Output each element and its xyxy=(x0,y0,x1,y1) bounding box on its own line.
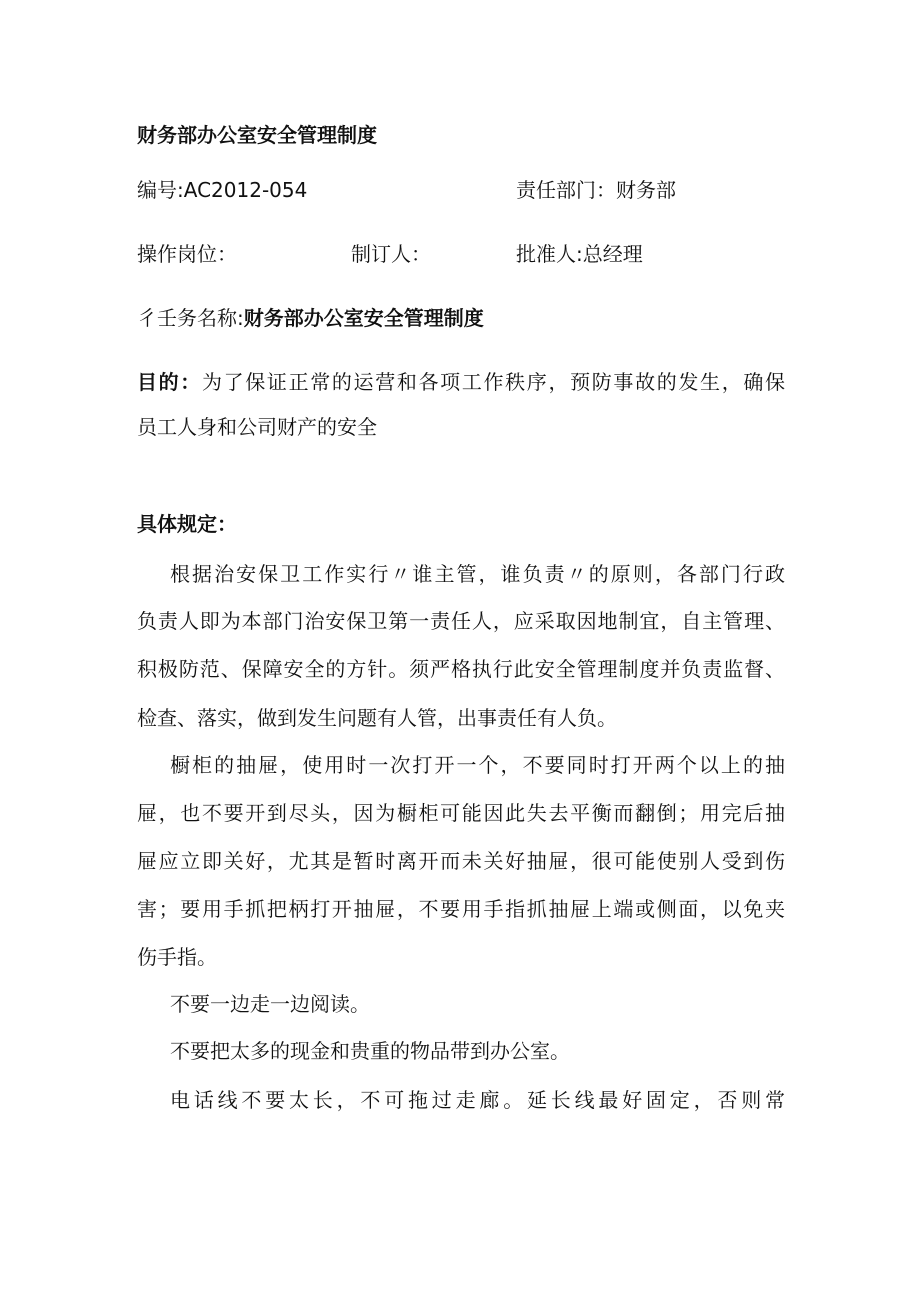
approver-colon: : xyxy=(576,242,583,266)
paragraph-5-line: 电话线不要太长，不可拖过走廊。延长线最好固定，否则常 xyxy=(170,1088,785,1112)
task-label: 彳壬务名称 xyxy=(137,306,237,330)
document-title: 财务部办公室安全管理制度 xyxy=(137,123,377,147)
paragraph-1-line: 负责人即为本部门治安保卫第一责任人，应采取因地制宜，自主管理、 xyxy=(137,609,785,633)
author-field xyxy=(351,240,431,268)
task-field xyxy=(137,304,484,332)
paragraph-1-line: 检查、落实，做到发生问题有人管，出事责任有人负。 xyxy=(137,706,617,730)
rules-heading: 具体规定： xyxy=(137,512,237,536)
post-colon: ： xyxy=(217,242,237,266)
approver-label: 批准人 xyxy=(516,242,576,266)
number-field xyxy=(137,176,307,204)
purpose-label: 目的： xyxy=(137,370,202,394)
purpose-text-1: 为了保证正常的运营和各项工作秩序，预防事故的发生，确保 xyxy=(201,370,786,394)
dept-colon: ： xyxy=(596,178,616,202)
approver-field xyxy=(516,240,643,268)
author-label: 制订人 xyxy=(351,242,411,266)
post-label: 操作岗位 xyxy=(137,242,217,266)
paragraph-2-line: 屉应立即关好，尤其是暂时离开而未关好抽屉，很可能使别人受到伤 xyxy=(137,849,785,873)
paragraph-3: 不要一边走一边阅读。 xyxy=(170,992,370,1016)
paragraph-2-line: 害；要用手抓把柄打开抽屉，不要用手指抓抽屉上端或侧面，以免夹 xyxy=(137,897,785,921)
dept-value: 财务部 xyxy=(616,178,676,202)
paragraph-2-line: 伤手指。 xyxy=(137,945,217,969)
dept-field xyxy=(516,176,676,204)
paragraph-2-line: 屉，也不要开到尽头，因为橱柜可能因此失去平衡而翻倒；用完后抽 xyxy=(137,801,785,825)
number-label: 编号 xyxy=(137,178,177,202)
task-value: 财务部办公室安全管理制度 xyxy=(243,306,484,330)
paragraph-1-line: 积极防范、保障安全的方针。须严格执行此安全管理制度并负责监督、 xyxy=(137,657,785,681)
paragraph-2-line: 橱柜的抽屉，使用时一次打开一个，不要同时打开两个以上的抽 xyxy=(170,753,785,777)
number-value: AC2012-054 xyxy=(183,178,308,202)
purpose-line-2: 员工人身和公司财产的安全 xyxy=(137,415,377,439)
post-field xyxy=(137,240,237,268)
dept-label: 责任部门 xyxy=(516,178,596,202)
approver-value: 总经理 xyxy=(582,242,643,266)
task-colon: : xyxy=(237,306,244,330)
paragraph-1-line: 根据治安保卫工作实行〃谁主管，谁负责〃的原则，各部门行政 xyxy=(170,562,785,586)
paragraph-4: 不要把太多的现金和贵重的物品带到办公室。 xyxy=(170,1039,570,1063)
author-colon: ： xyxy=(411,242,431,266)
purpose-line-1 xyxy=(137,368,785,396)
number-colon: : xyxy=(177,178,184,202)
